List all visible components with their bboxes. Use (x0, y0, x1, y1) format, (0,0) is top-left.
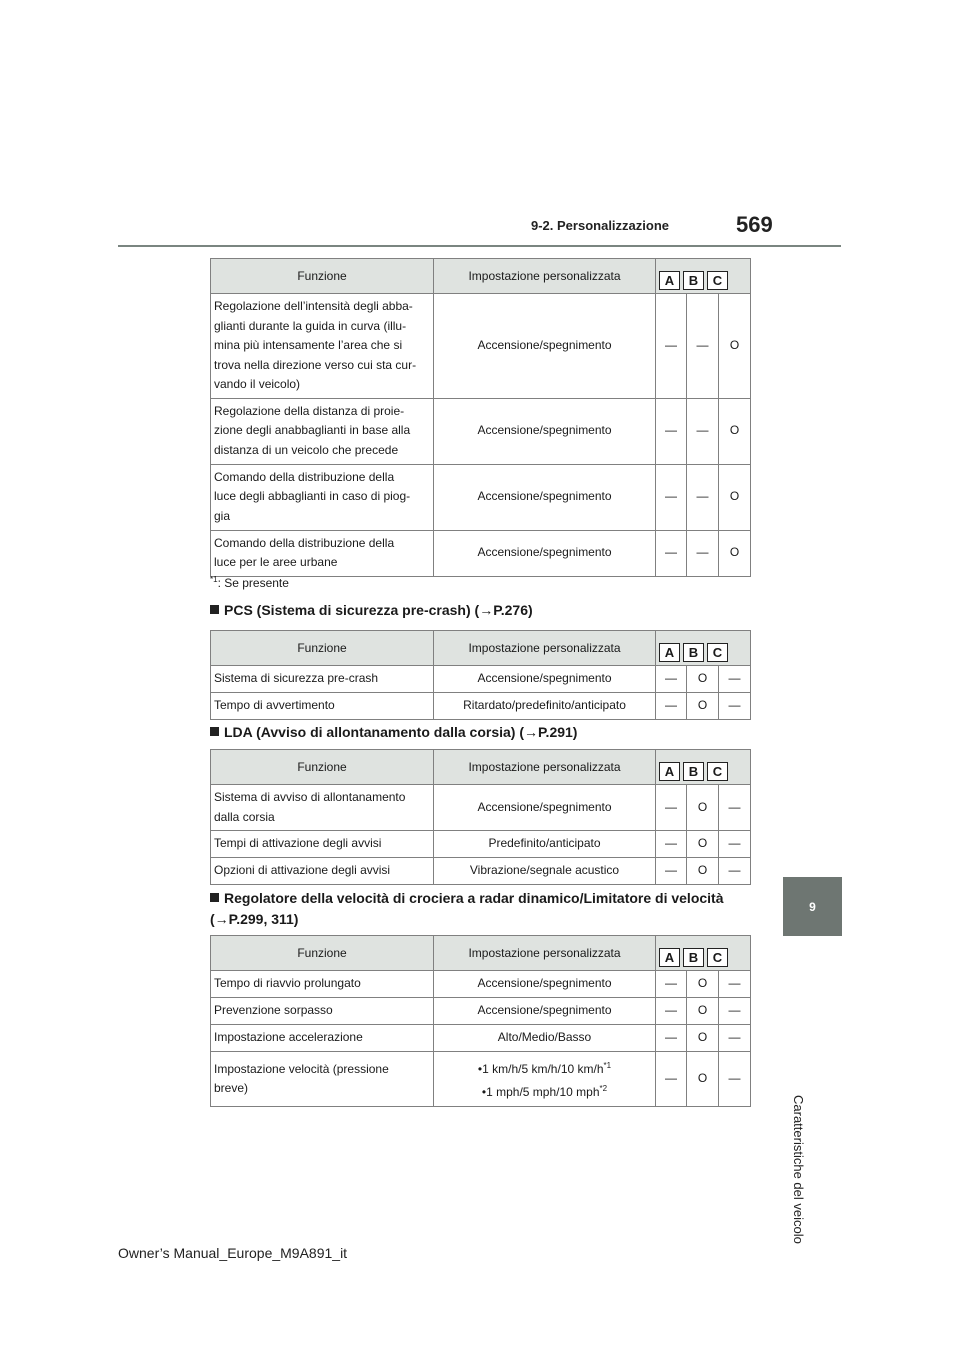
setting-cell: Accensione/spegnimento (434, 464, 656, 530)
mark-a: — (656, 1052, 687, 1107)
mark-c: O (719, 464, 751, 530)
table-row (211, 831, 751, 858)
heading-radar (210, 888, 724, 930)
mark-c: O (719, 398, 751, 464)
heading-text: PCS (Sistema di sicurezza pre-crash) (→P.276) (224, 602, 533, 618)
function-cell: Tempo di avvertimento (211, 693, 434, 720)
mark-b: O (687, 998, 719, 1025)
function-cell (211, 530, 434, 576)
cell-line: zione degli anabbaglianti in base alla (214, 423, 411, 438)
footer-text: Owner’s Manual_Europe_M9A891_it (118, 1245, 348, 1261)
mark-a: — (656, 998, 687, 1025)
footnote-text: : Se presente (217, 576, 289, 590)
mark-a: — (656, 693, 687, 720)
header-impostazione: Impostazione personalizzata (434, 750, 656, 785)
mark-b: O (687, 785, 719, 831)
function-cell (211, 398, 434, 464)
mark-a: — (656, 398, 687, 464)
letter-c-box: C (707, 271, 728, 290)
letter-b-box: B (683, 762, 704, 781)
setting-cell: Accensione/spegnimento (434, 294, 656, 399)
header-funzione: Funzione (211, 631, 434, 666)
mark-b: O (687, 693, 719, 720)
table-row (211, 666, 751, 693)
mark-c: — (719, 785, 751, 831)
cell-line: glianti durante la guida in curva (illu- (214, 318, 407, 333)
mark-a: — (656, 785, 687, 831)
mark-c: — (719, 971, 751, 998)
heading-text: Regolatore della velocità di crociera a radar dinamico/Limitatore di velocità (224, 890, 724, 906)
heading-pcs (210, 600, 533, 621)
cell-line: Comando della distribuzione della (214, 535, 395, 550)
table-row (211, 398, 751, 464)
mark-b: — (687, 398, 719, 464)
bullet-icon (210, 893, 219, 902)
function-cell (211, 785, 434, 831)
letter-a-box: A (659, 271, 680, 290)
cell-line: luce per le aree urbane (214, 555, 338, 569)
setting-cell: Predefinito/anticipato (434, 831, 656, 858)
bullet-icon (210, 727, 219, 736)
cell-line: •1 mph/5 mph/10 mph (481, 1085, 600, 1099)
letter-b-box: B (683, 271, 704, 290)
table-lda (210, 749, 751, 885)
mark-b: — (687, 464, 719, 530)
table-row (211, 858, 751, 885)
heading-text: (→P.299, 311) (210, 911, 299, 927)
mark-b: O (687, 1052, 719, 1107)
header-funzione: Funzione (211, 750, 434, 785)
mark-b: — (687, 530, 719, 576)
footnote-mark: *1 (210, 575, 218, 584)
setting-cell: Ritardato/predefinito/anticipato (434, 693, 656, 720)
mark-a: — (656, 858, 687, 885)
mark-a: — (656, 1025, 687, 1052)
mark-b: — (687, 294, 719, 399)
setting-cell: Accensione/spegnimento (434, 971, 656, 998)
section-title: 9-2. Personalizzazione (531, 218, 669, 233)
header-impostazione: Impostazione personalizzata (434, 259, 656, 294)
cell-line: gia (214, 508, 231, 523)
cell-line: Regolazione dell’intensità degli abba- (214, 299, 413, 313)
footnote (210, 575, 289, 590)
mark-b: O (687, 858, 719, 885)
mark-c: — (719, 1052, 751, 1107)
chapter-tab (783, 877, 842, 936)
mark-c: — (719, 858, 751, 885)
table-row (211, 1025, 751, 1052)
table-row (211, 294, 751, 399)
cell-line: breve) (214, 1081, 249, 1095)
mark-b: O (687, 1025, 719, 1052)
cell-line: luce degli abbaglianti in caso di piog- (214, 489, 411, 504)
function-cell (211, 1052, 434, 1107)
function-cell: Impostazione accelerazione (211, 1025, 434, 1052)
cell-line: mina più intensamente l’area che si (214, 338, 403, 352)
setting-cell: Accensione/spegnimento (434, 398, 656, 464)
mark-b: O (687, 831, 719, 858)
setting-cell: Accensione/spegnimento (434, 666, 656, 693)
setting-cell: Vibrazione/segnale acustico (434, 858, 656, 885)
footnote-mark: *2 (599, 1084, 608, 1093)
function-cell: Opzioni di attivazione degli avvisi (211, 858, 434, 885)
function-cell (211, 464, 434, 530)
bullet-icon (210, 605, 219, 614)
heading-lda (210, 722, 577, 743)
header-abc (656, 750, 751, 785)
cell-line: trova nella direzione verso cui sta cur- (214, 357, 417, 372)
mark-c: — (719, 666, 751, 693)
table-row (211, 464, 751, 530)
footnote-mark: *1 (603, 1060, 612, 1070)
letter-c-box: C (707, 762, 728, 781)
cell-line: distanza di un veicolo che precede (214, 442, 399, 457)
header-rule (118, 245, 841, 247)
mark-a: — (656, 971, 687, 998)
cell-line: Sistema di avviso di allontanamento (214, 790, 406, 804)
function-cell (211, 294, 434, 399)
table-row (211, 785, 751, 831)
header-funzione: Funzione (211, 259, 434, 294)
letter-a-box: A (659, 643, 680, 662)
header-funzione: Funzione (211, 936, 434, 971)
setting-cell: Accensione/spegnimento (434, 998, 656, 1025)
setting-cell: Accensione/spegnimento (434, 530, 656, 576)
mark-b: O (687, 666, 719, 693)
chapter-label: Caratteristiche del veicolo (791, 1095, 806, 1244)
table-row (211, 998, 751, 1025)
function-cell: Sistema di sicurezza pre-crash (211, 666, 434, 693)
chapter-number: 9 (809, 899, 816, 914)
letter-a-box: A (659, 948, 680, 967)
cell-line: vando il veicolo) (214, 377, 301, 391)
setting-cell: Accensione/spegnimento (434, 785, 656, 831)
cell-line: Regolazione della distanza di proie- (214, 403, 405, 418)
setting-cell: Alto/Medio/Basso (434, 1025, 656, 1052)
header-impostazione: Impostazione personalizzata (434, 936, 656, 971)
table-row (211, 971, 751, 998)
table-row (211, 530, 751, 576)
table-radar (210, 935, 751, 1107)
letter-c-box: C (707, 643, 728, 662)
mark-c: — (719, 831, 751, 858)
table-pcs (210, 630, 751, 720)
cell-line: Impostazione velocità (pressione (214, 1061, 389, 1076)
mark-c: O (719, 294, 751, 399)
cell-line: dalla corsia (214, 809, 275, 824)
header-abc (656, 631, 751, 666)
heading-text: LDA (Avviso di allontanamento dalla corsia) (→P.291) (224, 724, 578, 740)
cell-line: Comando della distribuzione della (214, 469, 395, 484)
mark-c: — (719, 1025, 751, 1052)
cell-line: •1 km/h/5 km/h/10 km/h (477, 1061, 604, 1076)
mark-c: — (719, 998, 751, 1025)
letter-b-box: B (683, 643, 704, 662)
mark-a: — (656, 666, 687, 693)
mark-a: — (656, 831, 687, 858)
mark-a: — (656, 464, 687, 530)
table-headlights (210, 258, 751, 577)
setting-cell (434, 1052, 656, 1107)
header-impostazione: Impostazione personalizzata (434, 631, 656, 666)
mark-a: — (656, 294, 687, 399)
function-cell: Tempi di attivazione degli avvisi (211, 831, 434, 858)
header-abc (656, 936, 751, 971)
mark-c: — (719, 693, 751, 720)
page-number: 569 (736, 212, 773, 237)
mark-c: O (719, 530, 751, 576)
function-cell: Tempo di riavvio prolungato (211, 971, 434, 998)
letter-a-box: A (659, 762, 680, 781)
function-cell: Prevenzione sorpasso (211, 998, 434, 1025)
letter-b-box: B (683, 948, 704, 967)
mark-b: O (687, 971, 719, 998)
letter-c-box: C (707, 948, 728, 967)
table-row (211, 693, 751, 720)
mark-a: — (656, 530, 687, 576)
header-abc (656, 259, 751, 294)
table-row (211, 1052, 751, 1107)
